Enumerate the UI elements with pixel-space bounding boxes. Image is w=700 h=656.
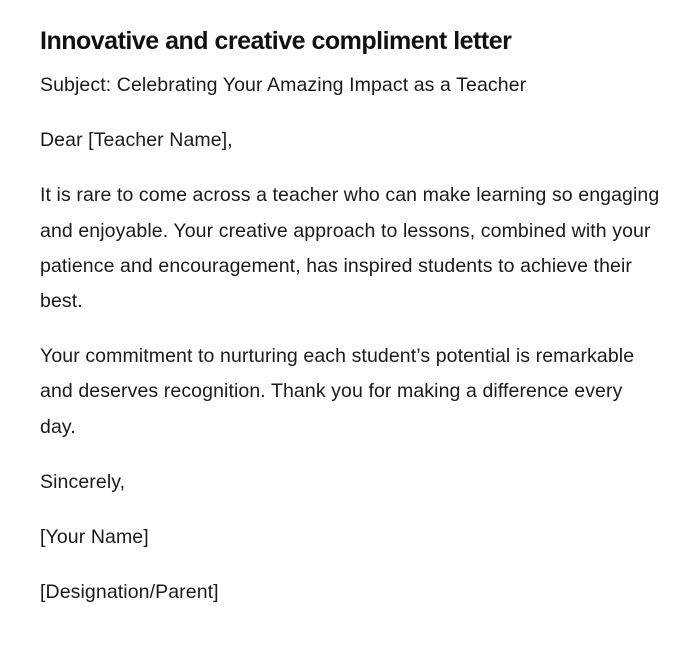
signer-designation: [Designation/Parent] <box>40 581 219 604</box>
letter-body-paragraph-2: Your commitment to nurturing each student’s potential is remarkable and deserves recognition. Thank you for making a difference every day. <box>40 345 635 438</box>
letter-closing: Sincerely, <box>40 470 126 493</box>
letter-subject: Subject: Celebrating Your Amazing Impact as a Teacher <box>40 74 527 96</box>
letter-salutation: Dear [Teacher Name], <box>40 129 233 152</box>
letter-body-paragraph-1: It is rare to come across a teacher who can make learning so engaging and enjoyable. Your creative approach to lessons, combined with your patience and encouragement, has inspired students to achieve their best. <box>40 184 660 313</box>
signer-name: [Your Name] <box>40 526 149 549</box>
letter-title: Innovative and creative compliment letter <box>40 27 512 55</box>
